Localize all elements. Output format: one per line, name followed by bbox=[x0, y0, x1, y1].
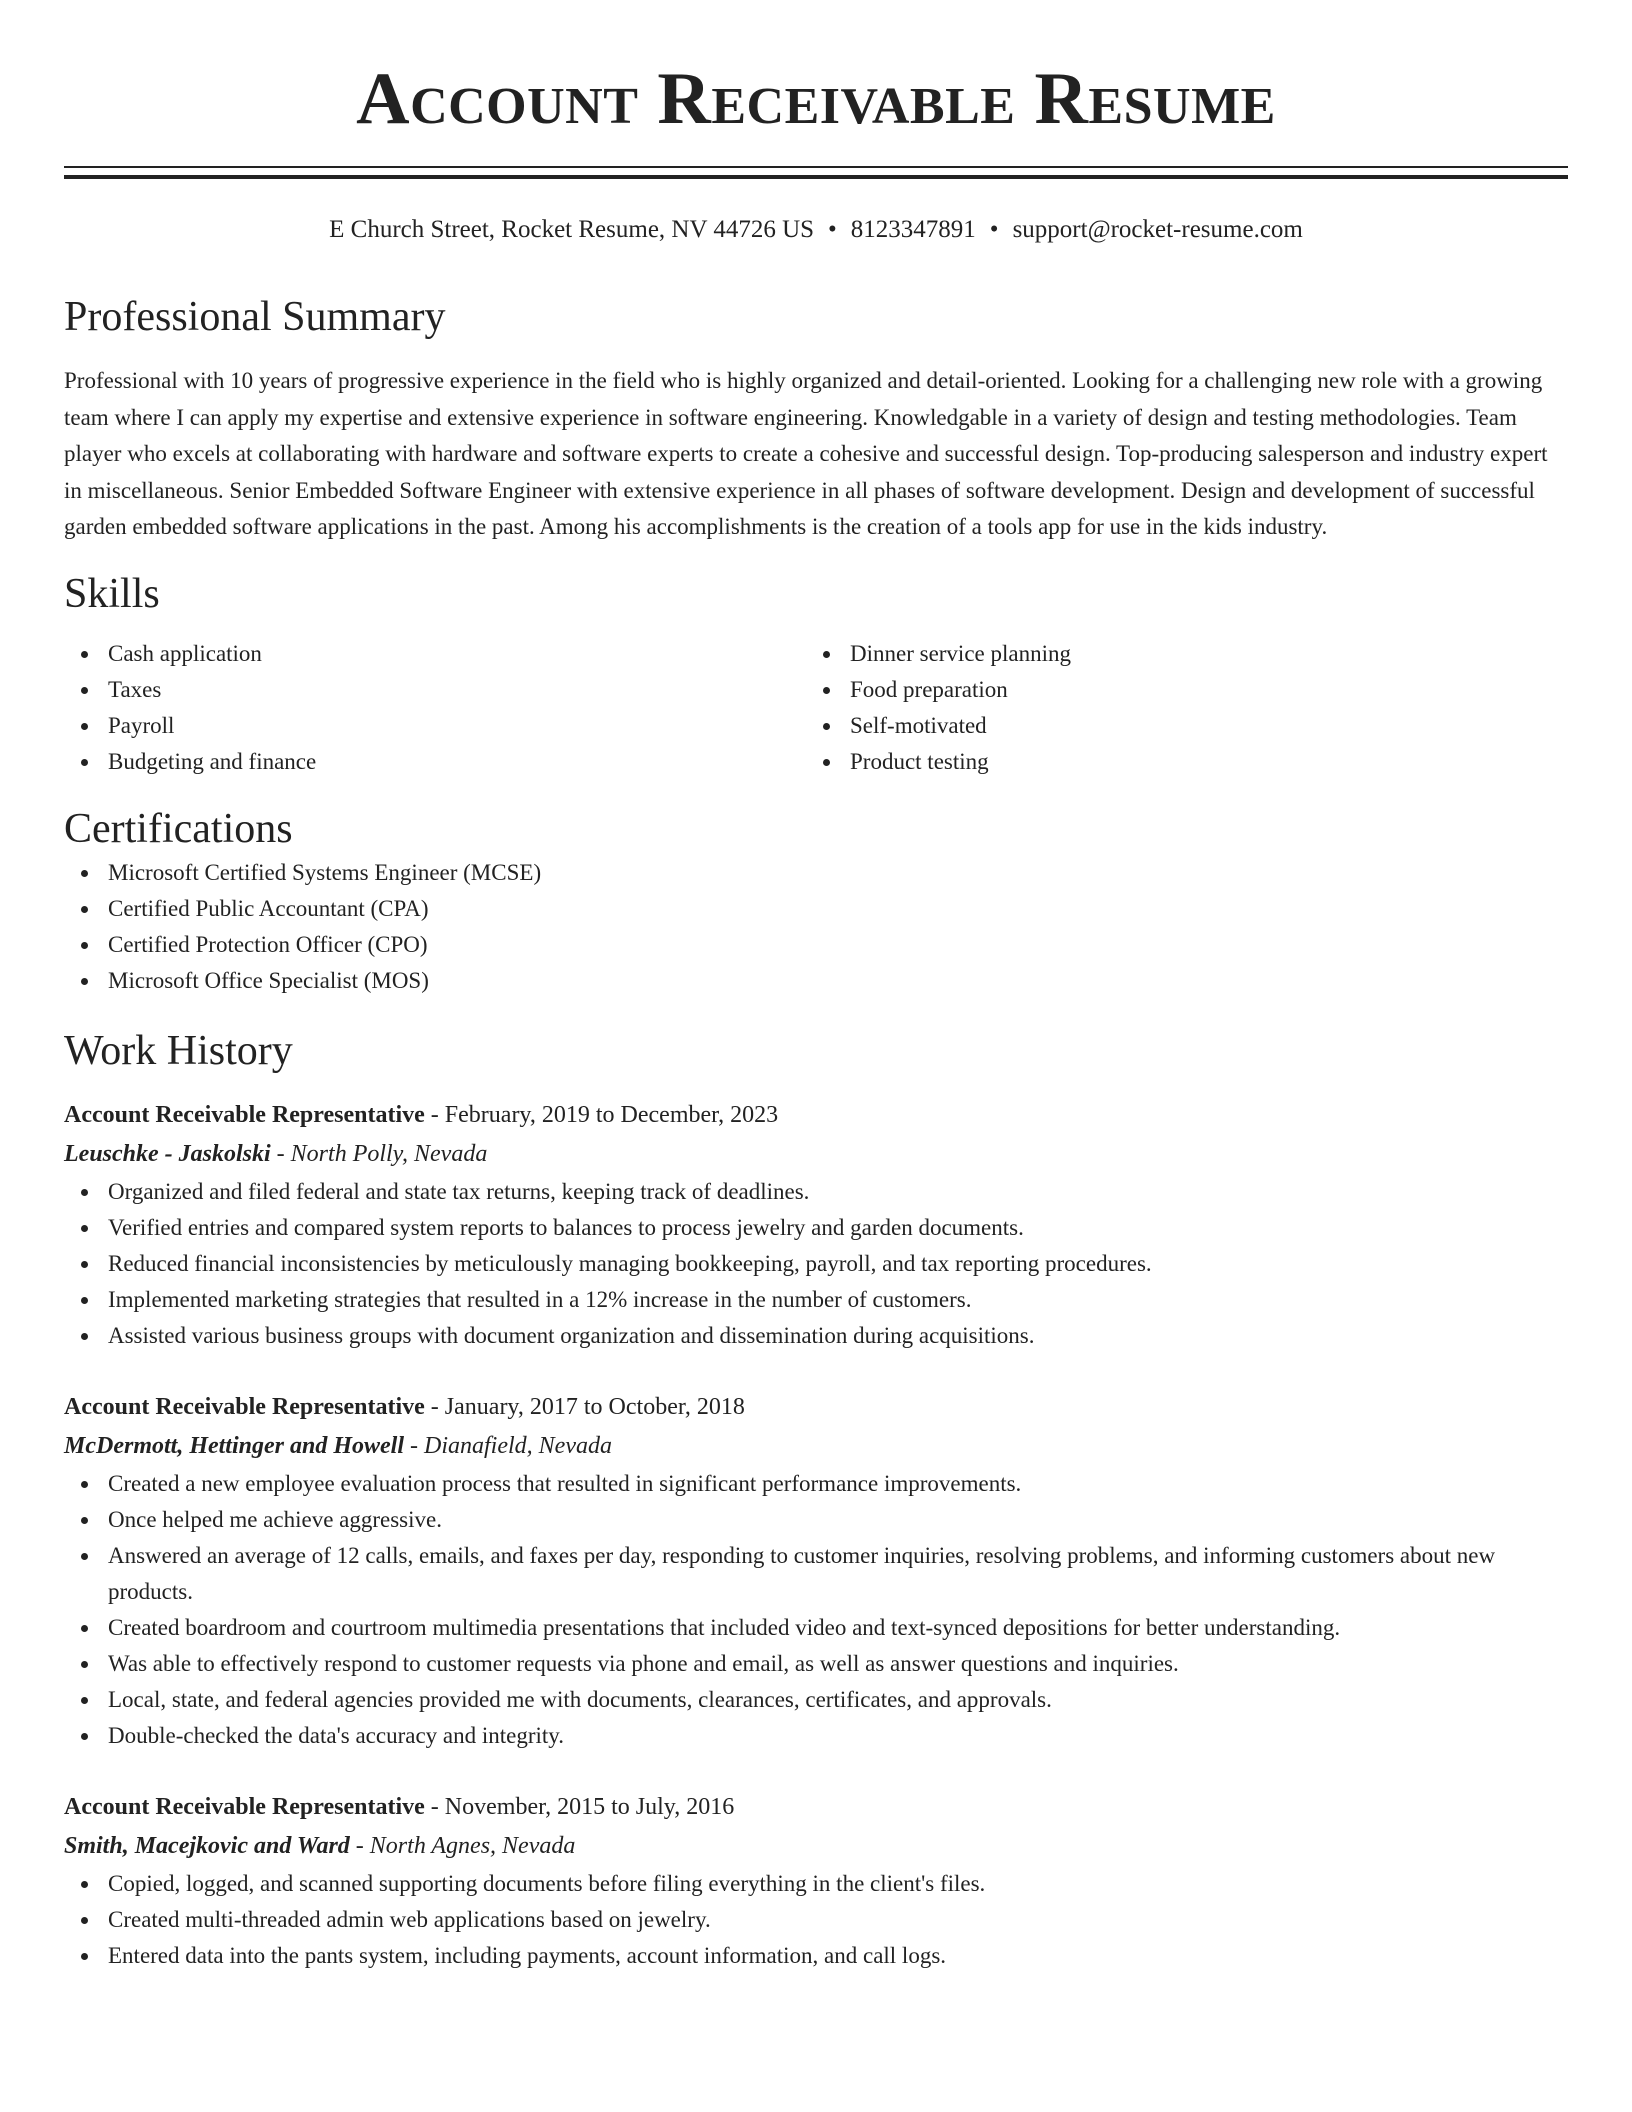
job-dash: - bbox=[276, 1141, 285, 1168]
bullet-icon bbox=[81, 906, 88, 913]
job-bullet-text: Entered data into the pants system, including payments, account information, and call logs. bbox=[108, 1943, 947, 1969]
skills-column-right bbox=[806, 636, 1548, 780]
job-bullet-text: Answered an average of 12 calls, emails, and faxes per day, responding to customer inquiries, resolving problems, and informing customers about new products. bbox=[108, 1543, 1496, 1605]
skills-heading: Skills bbox=[64, 570, 160, 617]
bullet-icon bbox=[823, 759, 830, 766]
job-title-line bbox=[64, 1096, 1568, 1135]
skill-item bbox=[806, 744, 1548, 780]
certification-item-text: Microsoft Office Specialist (MOS) bbox=[108, 967, 429, 993]
job-bullet-item bbox=[64, 1902, 1568, 1938]
contact-email: support@rocket-resume.com bbox=[1012, 216, 1303, 243]
skill-item bbox=[64, 708, 806, 744]
job-location: Dianafield, Nevada bbox=[424, 1433, 612, 1460]
job-company-line bbox=[64, 1135, 1568, 1174]
job-bullet-item bbox=[64, 1318, 1568, 1354]
skill-item-text: Dinner service planning bbox=[850, 641, 1071, 667]
bullet-icon bbox=[823, 723, 830, 730]
job-bullet-item bbox=[64, 1938, 1568, 1974]
bullet-icon bbox=[81, 1953, 88, 1960]
bullet-icon bbox=[81, 1297, 88, 1304]
contact-separator: • bbox=[989, 216, 999, 243]
job-bullet-list bbox=[64, 1174, 1568, 1354]
bullet-icon bbox=[81, 870, 88, 877]
job-bullet-text: Copied, logged, and scanned supporting documents before filing everything in the client's files. bbox=[108, 1871, 986, 1897]
certification-item bbox=[64, 891, 1568, 927]
bullet-icon bbox=[81, 1697, 88, 1704]
job-bullet-item bbox=[64, 1646, 1568, 1682]
job-dash: - bbox=[430, 1794, 439, 1821]
bullet-icon bbox=[81, 723, 88, 730]
job-bullet-text: Was able to effectively respond to customer requests via phone and email, as well as answer questions and inquiries. bbox=[108, 1651, 1179, 1677]
bullet-icon bbox=[81, 687, 88, 694]
job-bullet-item bbox=[64, 1210, 1568, 1246]
summary-text: Professional with 10 years of progressive experience in the field who is highly organized and detail-oriented. Looking for a challenging new role with a growing team where I can apply my expertise and extensive experience in software engineering. Knowledgable in a variety of design and testing methodologies. Team player who excels at collaborating with hardware and software experts to create a cohesive and successful design. Top-producing salesperson and industry expert in miscellaneous. Senior Embedded Software Engineer with extensive experience in all phases of software development. Design and development of successful garden embedded software applications in the past. Among his accomplishments is the creation of a tools app for use in the kids industry. bbox=[64, 368, 1548, 540]
job-bullet-text: Reduced financial inconsistencies by meticulously managing bookkeeping, payroll, and tax reporting procedures. bbox=[108, 1251, 1152, 1277]
resume-title: Account Receivable Resume bbox=[356, 58, 1276, 140]
job-title-line bbox=[64, 1388, 1568, 1427]
skill-item bbox=[806, 672, 1548, 708]
job-bullet-item bbox=[64, 1866, 1568, 1902]
certification-item-text: Certified Public Accountant (CPA) bbox=[108, 895, 429, 921]
bullet-icon bbox=[81, 1333, 88, 1340]
job-bullet-item bbox=[64, 1610, 1568, 1646]
job-bullet-item bbox=[64, 1174, 1568, 1210]
job-bullet-text: Created a new employee evaluation process that resulted in significant performance improvements. bbox=[108, 1471, 1022, 1497]
job-bullet-item bbox=[64, 1718, 1568, 1754]
title-divider bbox=[64, 166, 1568, 179]
certification-item-text: Microsoft Certified Systems Engineer (MCSE) bbox=[108, 859, 542, 885]
job-bullet-item bbox=[64, 1538, 1568, 1610]
bullet-icon bbox=[81, 1481, 88, 1488]
certification-item-text: Certified Protection Officer (CPO) bbox=[108, 931, 428, 957]
skills-column-left bbox=[64, 636, 806, 780]
job-bullet-text: Assisted various business groups with document organization and dissemination during acquisitions. bbox=[108, 1323, 1035, 1349]
job-dash: - bbox=[430, 1102, 439, 1129]
contact-line bbox=[64, 215, 1568, 245]
bullet-icon bbox=[81, 1733, 88, 1740]
job-role: Account Receivable Representative bbox=[64, 1394, 425, 1421]
bullet-icon bbox=[81, 978, 88, 985]
bullet-icon bbox=[81, 1881, 88, 1888]
bullet-icon bbox=[81, 1625, 88, 1632]
job-location: North Polly, Nevada bbox=[290, 1141, 488, 1168]
contact-separator: • bbox=[828, 216, 837, 243]
skill-item bbox=[64, 672, 806, 708]
job-bullet-item bbox=[64, 1246, 1568, 1282]
job-bullet-text: Local, state, and federal agencies provided me with documents, clearances, certificates, and approvals. bbox=[108, 1687, 1052, 1713]
bullet-icon bbox=[81, 1661, 88, 1668]
skill-item-text: Cash application bbox=[108, 641, 262, 667]
job-bullet-text: Once helped me achieve aggressive. bbox=[108, 1507, 442, 1533]
certification-item bbox=[64, 963, 1568, 999]
job-company-line bbox=[64, 1827, 1568, 1866]
job-bullet-text: Created multi-threaded admin web applications based on jewelry. bbox=[108, 1907, 711, 1933]
skill-item bbox=[806, 636, 1548, 672]
job-title-line bbox=[64, 1788, 1568, 1827]
job-bullet-list bbox=[64, 1866, 1568, 1974]
bullet-icon bbox=[81, 1553, 88, 1560]
job-bullet-item bbox=[64, 1682, 1568, 1718]
skill-item bbox=[64, 636, 806, 672]
skill-item-text: Taxes bbox=[108, 677, 162, 703]
skill-item-text: Self-motivated bbox=[850, 713, 987, 739]
job-bullet-item bbox=[64, 1502, 1568, 1538]
job-bullet-text: Double-checked the data's accuracy and integrity. bbox=[108, 1723, 565, 1749]
job-bullet-text: Implemented marketing strategies that resulted in a 12% increase in the number of customers. bbox=[108, 1287, 972, 1313]
bullet-icon bbox=[81, 651, 88, 658]
work-history-heading: Work History bbox=[64, 1027, 293, 1074]
skill-item-text: Budgeting and finance bbox=[108, 749, 317, 775]
job-role: Account Receivable Representative bbox=[64, 1794, 425, 1821]
divider-thick-line bbox=[64, 175, 1568, 179]
job-bullet-list bbox=[64, 1466, 1568, 1754]
certifications-heading: Certifications bbox=[64, 806, 293, 853]
skill-item-text: Food preparation bbox=[850, 677, 1008, 703]
job-dash: - bbox=[430, 1394, 439, 1421]
job-bullet-text: Created boardroom and courtroom multimedia presentations that included video and text-synced depositions for better understanding. bbox=[108, 1615, 1341, 1641]
job-company: Smith, Macejkovic and Ward bbox=[64, 1833, 350, 1860]
job-company-line bbox=[64, 1427, 1568, 1466]
skill-item-text: Product testing bbox=[850, 749, 989, 775]
certifications-list bbox=[64, 855, 1568, 999]
skills-list-left bbox=[64, 636, 806, 780]
bullet-icon bbox=[81, 1261, 88, 1268]
skills-list-right bbox=[806, 636, 1548, 780]
bullet-icon bbox=[81, 1517, 88, 1524]
job-entry bbox=[64, 1096, 1568, 1354]
summary-heading: Professional Summary bbox=[64, 294, 446, 340]
job-company: McDermott, Hettinger and Howell bbox=[64, 1433, 404, 1460]
job-dates: February, 2019 to December, 2023 bbox=[444, 1102, 779, 1129]
job-company: Leuschke - Jaskolski bbox=[64, 1141, 271, 1168]
work-history-jobs bbox=[64, 1096, 1568, 1974]
job-bullet-text: Verified entries and compared system reports to balances to process jewelry and garden documents. bbox=[108, 1215, 1024, 1241]
skill-item bbox=[806, 708, 1548, 744]
job-bullet-item bbox=[64, 1282, 1568, 1318]
job-bullet-text: Organized and filed federal and state tax returns, keeping track of deadlines. bbox=[108, 1179, 810, 1205]
job-location: North Agnes, Nevada bbox=[369, 1833, 576, 1860]
bullet-icon bbox=[823, 687, 830, 694]
bullet-icon bbox=[81, 1225, 88, 1232]
job-entry bbox=[64, 1388, 1568, 1754]
bullet-icon bbox=[81, 1189, 88, 1196]
job-dash: - bbox=[355, 1833, 364, 1860]
certification-item bbox=[64, 927, 1568, 963]
divider-thin-line bbox=[64, 166, 1568, 168]
skill-item bbox=[64, 744, 806, 780]
bullet-icon bbox=[81, 942, 88, 949]
bullet-icon bbox=[81, 1917, 88, 1924]
job-role: Account Receivable Representative bbox=[64, 1102, 425, 1129]
bullet-icon bbox=[823, 651, 830, 658]
contact-phone: 8123347891 bbox=[850, 216, 976, 243]
job-entry bbox=[64, 1788, 1568, 1974]
skill-item-text: Payroll bbox=[108, 713, 175, 739]
job-dates: January, 2017 to October, 2018 bbox=[444, 1394, 745, 1421]
job-bullet-item bbox=[64, 1466, 1568, 1502]
job-dash: - bbox=[410, 1433, 418, 1460]
certification-item bbox=[64, 855, 1568, 891]
job-dates: November, 2015 to July, 2016 bbox=[444, 1794, 735, 1821]
bullet-icon bbox=[81, 759, 88, 766]
skills-grid bbox=[64, 636, 1568, 780]
contact-address: E Church Street, Rocket Resume, NV 44726 US bbox=[329, 216, 815, 243]
